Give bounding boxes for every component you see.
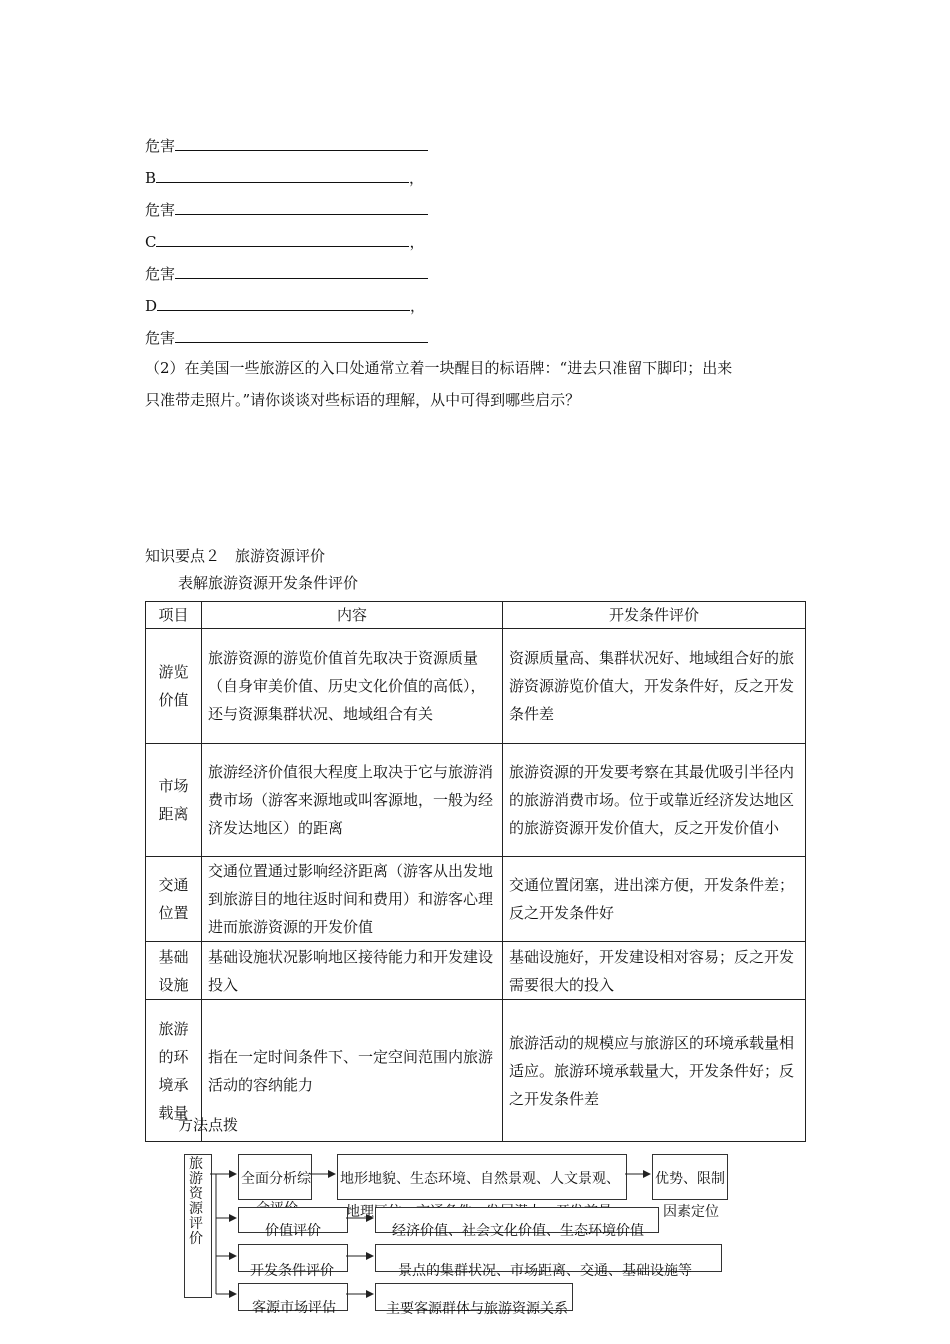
comma: ，: [409, 233, 425, 251]
question-2-line-1: （2）在美国一些旅游区的入口处通常立着一块醒目的标语牌：“进去只准留下脚印；出来: [145, 359, 733, 377]
comma: ，: [410, 297, 426, 315]
row-item: 交通位置: [146, 857, 202, 942]
harm-label: 危害: [145, 137, 176, 155]
row-content: 指在一定时间条件下、一定空间范围内旅游活动的容纳能力: [202, 1000, 503, 1142]
header-item: 项目: [146, 602, 202, 629]
row-item: 游览价值: [146, 629, 202, 744]
table-caption: 表解旅游资源开发条件评价: [178, 574, 359, 592]
row-item: 市场距离: [146, 744, 202, 857]
flow-label-value: 价值评价: [265, 1223, 321, 1239]
flow-label-market: 客源市场评估: [252, 1300, 336, 1316]
section-title: 知识要点２ 旅游资源评价: [145, 547, 326, 565]
method-title: 方法点拨: [178, 1116, 239, 1134]
row-evaluation: 基础设施好，开发建设相对容易；反之开发需要很大的投入: [503, 942, 806, 1000]
flow-label-comprehensive: 全面分析综: [241, 1171, 311, 1187]
flow-label-value-detail: 经济价值、社会文化价值、生态环境价值: [392, 1223, 644, 1239]
option-b-label: B: [145, 169, 157, 187]
option-d-label: D: [145, 297, 158, 315]
flow-label-positioning: 优势、限制: [655, 1171, 725, 1187]
flow-root-label: 旅游资源评价: [189, 1156, 203, 1247]
row-content: 基础设施状况影响地区接待能力和开发建设投入: [202, 942, 503, 1000]
row-evaluation: 旅游资源的开发要考察在其最优吸引半径内的旅游消费市场。位于或靠近经济发达地区的旅游资源开发价值大，反之开发价值小: [503, 744, 806, 857]
row-content: 交通位置通过影响经济距离（游客从出发地到旅游目的地往返时间和费用）和游客心理进而旅游资源的开发价值: [202, 857, 503, 942]
flow-label-positioning-2: 因素定位: [663, 1204, 719, 1220]
row-evaluation: 资源质量高、集群状况好、地域组合好的旅游资源游览价值大，开发条件好，反之开发条件差: [503, 629, 806, 744]
row-evaluation: 旅游活动的规模应与旅游区的环境承载量相适应。旅游环境承载量大，开发条件好；反之开发条件差: [503, 1000, 806, 1142]
harm-label: 危害: [145, 265, 176, 283]
row-content: 旅游资源的游览价值首先取决于资源质量（自身审美价值、历史文化价值的高低），还与资源集群状况、地域组合有关: [202, 629, 503, 744]
header-evaluation: 开发条件评价: [503, 602, 806, 629]
row-content: 旅游经济价值很大程度上取决于它与旅游消费市场（游客来源地或叫客源地，一般为经济发达地区）的距离: [202, 744, 503, 857]
harm-label: 危害: [145, 329, 176, 347]
comma: ，: [409, 169, 425, 187]
flow-label-factors: 地形地貌、生态环境、自然景观、人文景观、: [340, 1171, 620, 1187]
flow-label-development-detail: 景点的集群状况、市场距离、交通、基础设施等: [398, 1263, 692, 1279]
header-content: 内容: [202, 602, 503, 629]
flow-label-market-detail: 主要客源群体与旅游资源关系: [386, 1301, 568, 1317]
harm-label: 危害: [145, 201, 176, 219]
row-evaluation: 交通位置闭塞，进出滦方便，开发条件差；反之开发条件好: [503, 857, 806, 942]
row-item: 旅游的环境承载量: [146, 1000, 202, 1142]
question-2-line-2: 只准带走照片。”请你谈谈对些标语的理解，从中可得到哪些启示？: [145, 391, 581, 409]
flow-label-development: 开发条件评价: [250, 1263, 334, 1279]
option-c-label: C: [145, 233, 157, 251]
row-item: 基础设施: [146, 942, 202, 1000]
